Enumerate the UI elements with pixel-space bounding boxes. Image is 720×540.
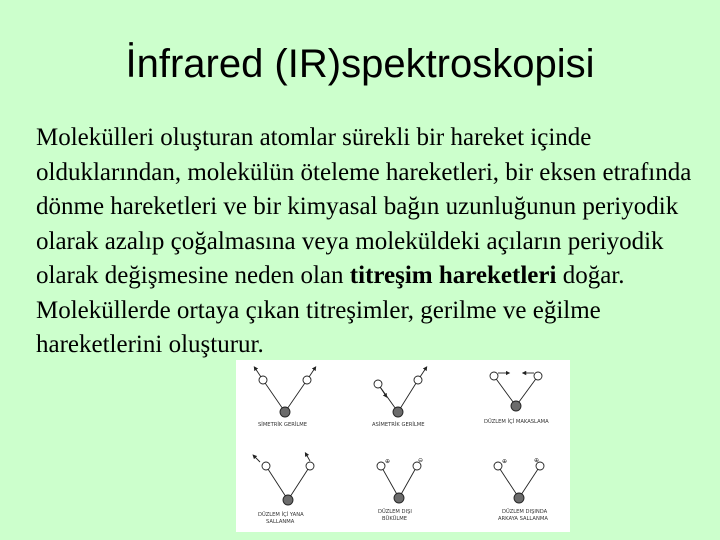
vibration-modes-figure [236, 360, 570, 532]
twisting-molecule [377, 462, 421, 503]
paragraph-text-1: Molekülleri oluşturan atomlar sürekli bir hareket içinde olduklarından, molekülün öteleme hareketleri, bir eksen etrafında dönme hareketleri ve bir kimyasal bağın uzunluğunun periyodik olarak azalıp çoğalmasına veya moleküldeki açıların periyodik olarak değişmesine neden olan [36, 124, 692, 289]
slide-title: İnfrared (IR)spektroskopisi [125, 42, 595, 86]
caption-symmetric-stretch: SİMETRİK GERİLME [258, 422, 308, 428]
scissoring-molecule [490, 372, 542, 411]
paragraph-text-2: doğar. Moleküllerde ortaya çıkan titreşimler, gerilme ve eğilme hareketlerini oluşturur. [36, 262, 625, 358]
caption-wagging-2: ARKAYA SALLANMA [498, 516, 548, 522]
caption-scissoring: DÜZLEM İÇİ MAKASLAMA [484, 419, 549, 425]
caption-rocking-2: SALLANMA [266, 519, 295, 525]
rocking-molecule [254, 454, 314, 505]
minus-sign-right: ⊖ [418, 457, 424, 464]
caption-twisting-1: DÜZLEM DIŞI [378, 509, 412, 515]
paragraph-bold-term: titreşim hareketleri [349, 262, 557, 289]
symmetric-stretch-molecule [255, 368, 315, 417]
wagging-molecule [494, 462, 544, 503]
plus-sign-right-2: ⊕ [534, 457, 540, 464]
caption-asymmetric-stretch: ASİMETRİK GERİLME [372, 422, 425, 428]
body-paragraph [36, 121, 696, 363]
caption-rocking-1: DÜZLEM İÇİ YANA [258, 512, 304, 518]
caption-wagging-1: DÜZLEM DIŞINDA [502, 509, 548, 515]
plus-sign-left: ⊕ [385, 458, 391, 465]
plus-sign-left-2: ⊕ [502, 458, 508, 465]
asymmetric-stretch-molecule [374, 368, 426, 417]
caption-twisting-2: BÜKÜLME [382, 516, 408, 522]
vibration-modes-diagram [236, 360, 570, 532]
